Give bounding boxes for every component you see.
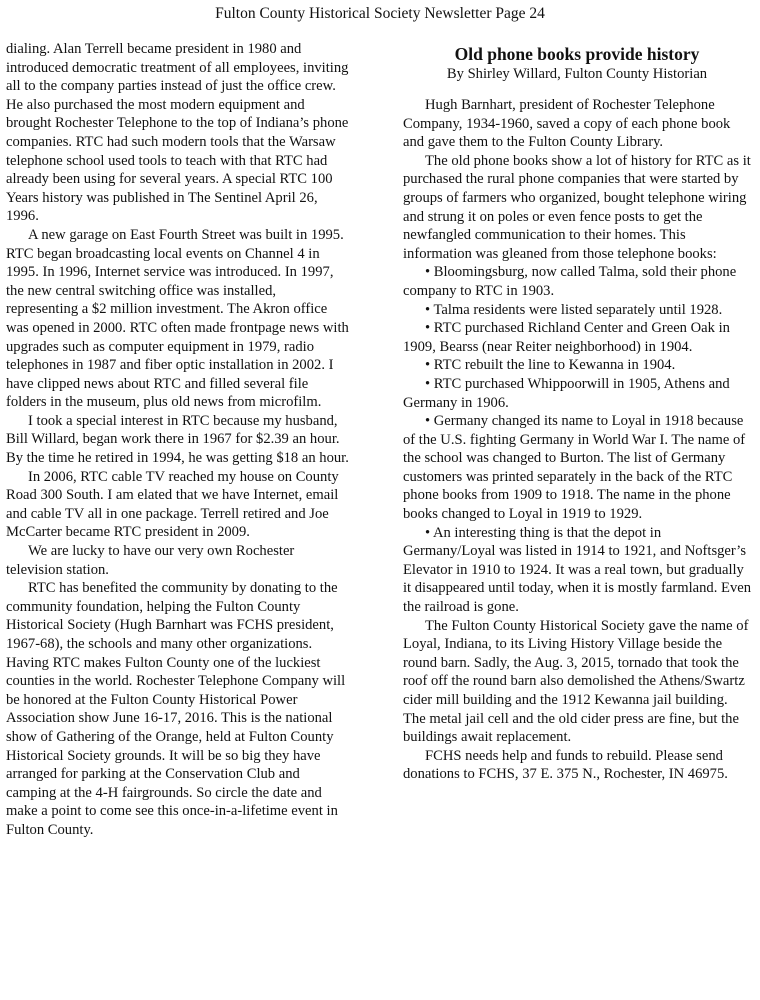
paragraph: dialing. Alan Terrell became president in 1980 and introduced democratic treatment of all employees, inviting all to the company parties instead of just the office crew. He also purchased the most modern equipment and brought Rochester Telephone to the top of Indiana’s phone companies. RTC had such modern tools that the Warsaw telephone school used tools to teach with that RTC had already been using for several years. A special RTC 100 Years history was published in The Sentinel April 26, 1996. [6,41,349,225]
paragraph: The old phone books show a lot of history for RTC as it purchased the rural phone companies that were started by groups of farmers who organized, bought telephone wiring and strung it on poles or even fence posts to get the newfangled communication to their homes. This information was gleaned from those telephone books: [403,152,751,262]
paragraph: RTC has benefited the community by donating to the community foundation, helping the Fulton County Historical Society (Hugh Barnhart was FCHS president, 1967-68), the schools and many other organizations. Having RTC makes Fulton County one of the luckiest counties in the world. Rochester Telephone Company will be honored at the Fulton County Historical Power Association show June 16-17, 2016. This is the national show of Gathering of the Orange, held at Fulton County Historical Society grounds. It will be so big they have arranged for parking at the Conservation Club and camping at the 4-H fairgrounds. So circle the date and make a point to come see this once-in-a-lifetime event in Fulton County. [6,580,346,838]
paragraph: A new garage on East Fourth Street was built in 1995. RTC began broadcasting local events on Channel 4 in 1995. In 1996, Internet service was introduced. In 1997, the new central switching office was installed, representing a $2 million investment. The Akron office was opened in 2000. RTC often made frontpage news with upgrades such as computer equipment in 1979, radio telephones in 1987 and fiber optic installation in 2002. I have clipped news about RTC and filled several file folders in the museum, plus old news from microfilm. [6,226,349,411]
paragraph: Hugh Barnhart, president of Rochester Telephone Company, 1934-1960, saved a copy of each phone book and gave them to the Fulton County Library. [403,97,731,151]
bullet-item: • Bloomingsburg, now called Talma, sold their phone company to RTC in 1903. [403,264,737,299]
bullet-item: • RTC rebuilt the line to Kewanna in 1904. [425,357,676,374]
bullet-item: • RTC purchased Richland Center and Green Oak in 1909, Bearss (near Reiter neighborhood) in 1904. [403,320,730,355]
paragraph: In 2006, RTC cable TV reached my house on County Road 300 South. I am elated that we have Internet, email and cable TV all in one package. Terrell retired and Joe McCarter became RTC president in 2009. [6,468,339,541]
page-header: Fulton County Historical Society Newsletter Page 24 [215,5,545,22]
bullet-item: • Talma residents were listed separately until 1928. [425,301,723,318]
bullet-item: • An interesting thing is that the depot in Germany/Loyal was listed in 1914 to 1921, and Noftsger’s Elevator in 1910 to 1924. It was a real town, but gradually it disappeared until today, when it is mostly farmland. Even the railroad is gone. [403,524,752,616]
bullet-item: • RTC purchased Whippoorwill in 1905, Athens and Germany in 1906. [403,375,730,411]
article-byline: By Shirley Willard, Fulton County Historian [446,66,708,82]
paragraph: The Fulton County Historical Society gave the name of Loyal, Indiana, to its Living History Village beside the round barn. Sadly, the Aug. 3, 2015, tornado that took the roof off the round barn also demolished the Athens/Swartz cider mill building and the 1912 Kewanna jail building. The metal jail cell and the old cider press are fine, but the buildings await replacement. [403,617,749,746]
right-column [403,43,751,784]
left-column [6,40,349,840]
article-headline: Old phone books provide history [454,44,700,64]
paragraph: We are lucky to have our very own Rochester television station. [6,543,295,578]
paragraph: FCHS needs help and funds to rebuild. Please send donations to FCHS, 37 E. 375 N., Rochester, IN 46975. [403,747,728,783]
paragraph: I took a special interest in RTC because my husband, Bill Willard, began work there in 1967 for $2.39 an hour. By the time he retired in 1994, he was getting $18 an hour. [6,412,349,467]
bullet-item: • Germany changed its name to Loyal in 1918 because of the U.S. fighting Germany in World War I. The name of the school was changed to Burton. The list of Germany customers was printed separately in the back of the RTC phone books from 1909 to 1918. The name in the phone books changed to Loyal in 1919 to 1929. [403,413,746,523]
